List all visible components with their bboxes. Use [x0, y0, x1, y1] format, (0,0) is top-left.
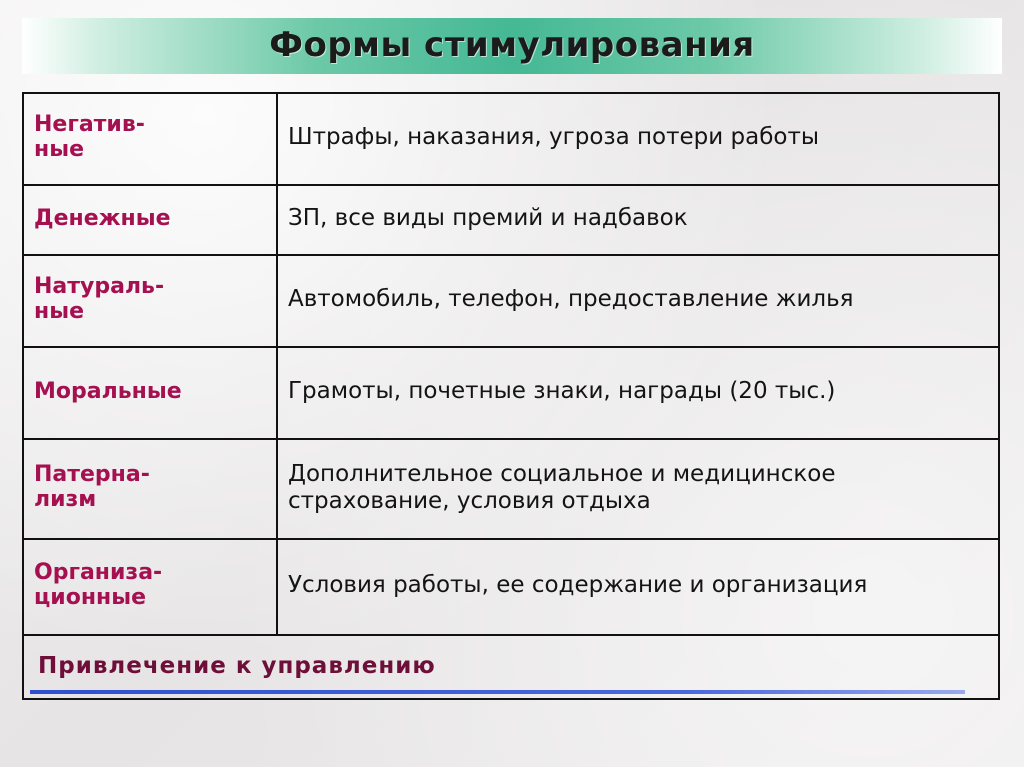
page-title: Формы стимулирования: [269, 25, 755, 65]
title-band: [22, 18, 1002, 74]
accent-underline: [30, 690, 965, 694]
table-row: [23, 185, 999, 255]
description-cell: Штрафы, наказания, угроза потери работы: [277, 93, 999, 185]
table-row: [23, 347, 999, 439]
description-cell: ЗП, все виды премий и надбавок: [277, 185, 999, 255]
category-cell: Патерна- лизм: [23, 439, 277, 539]
category-cell: Денежные: [23, 185, 277, 255]
category-cell: Негатив- ные: [23, 93, 277, 185]
footer-cell: Привлечение к управлению: [23, 635, 999, 699]
category-cell: Натураль- ные: [23, 255, 277, 347]
forms-table: [22, 92, 1000, 700]
description-cell: Грамоты, почетные знаки, награды (20 тыс.): [277, 347, 999, 439]
table-row: [23, 255, 999, 347]
category-cell: Организа- ционные: [23, 539, 277, 635]
table-row: [23, 539, 999, 635]
category-cell: Моральные: [23, 347, 277, 439]
description-cell: Автомобиль, телефон, предоставление жилья: [277, 255, 999, 347]
description-cell: Условия работы, ее содержание и организация: [277, 539, 999, 635]
forms-table-container: [22, 92, 1000, 700]
table-row: [23, 439, 999, 539]
description-cell: Дополнительное социальное и медицинское страхование, условия отдыха: [277, 439, 999, 539]
table-row: [23, 93, 999, 185]
